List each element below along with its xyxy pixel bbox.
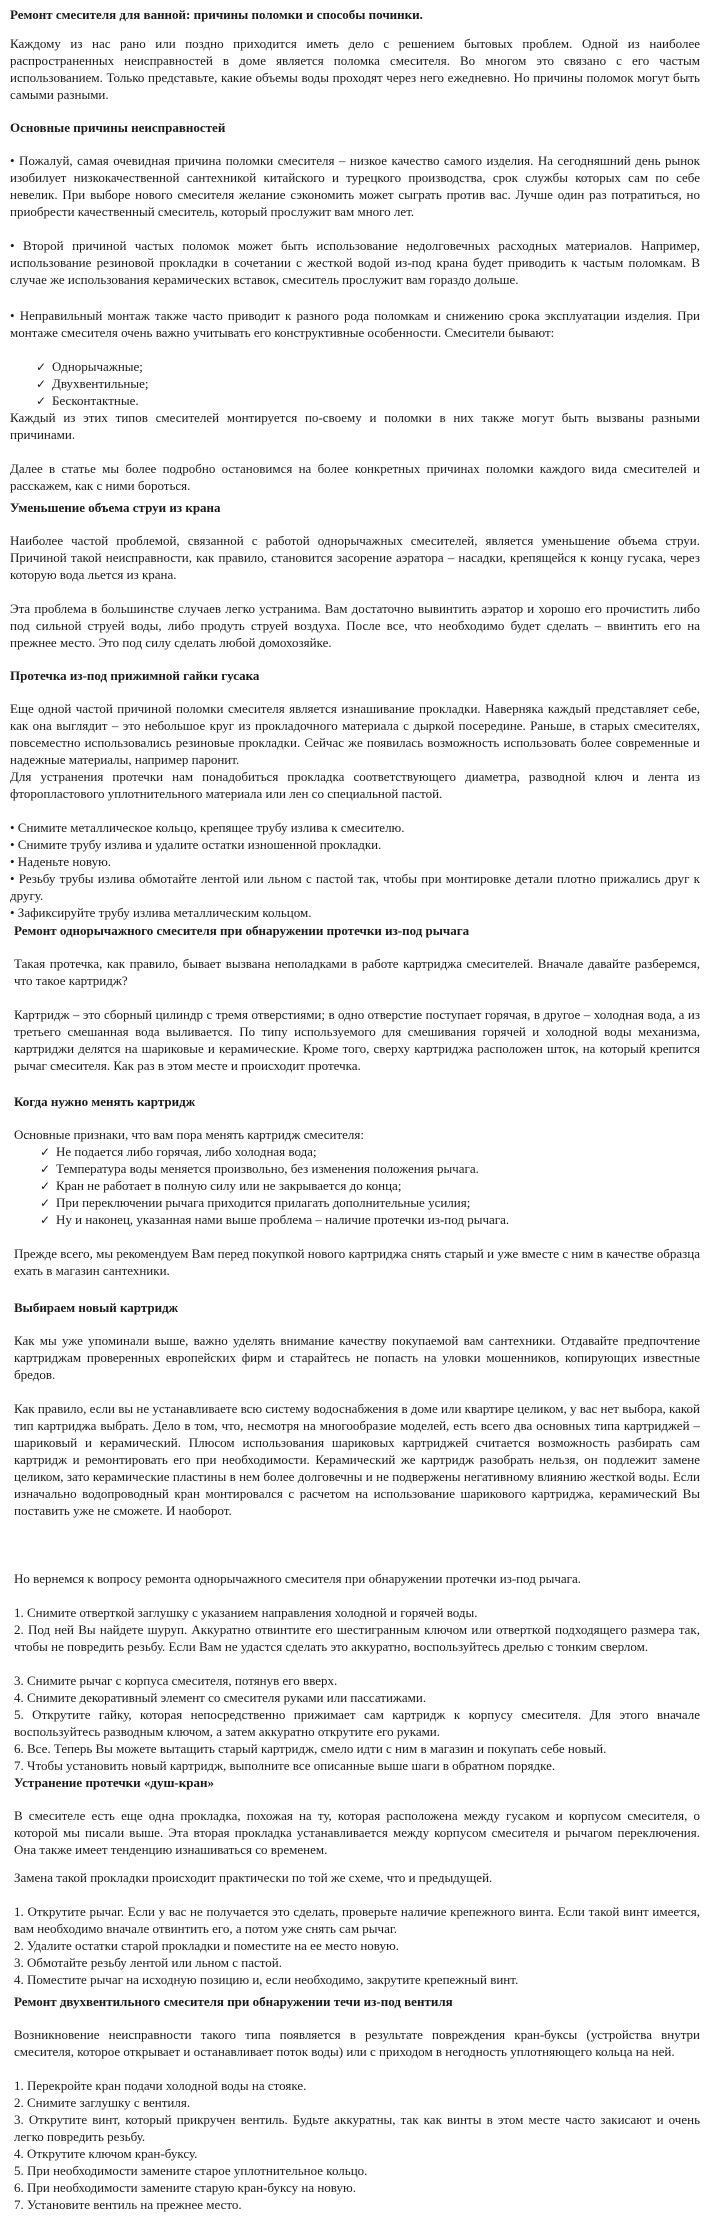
- sign-item: ✓ Температура воды меняется произвольно, без изменения положения рычага.: [40, 1161, 479, 1176]
- causes-paragraph-3: • Неправильный монтаж также часто приводит к разного рода поломкам и снижению срока эксплуатации изделия. При монтаже смесителя очень важно учитывать его конструктивные особенности. Смесители бывают:: [10, 308, 700, 340]
- shower-tap-paragraph-1: В смесителе есть еще одна прокладка, похожая на ту, которая расположена между гусаком и корпусом смесителя, о которой мы писали выше. Эта вторая прокладка устанавливается между корпусом смесителя и рычагом переключения. Она также имеет тенденцию изнашиваться со временем.: [14, 1808, 700, 1857]
- list-item: • Снимите металлическое кольцо, крепящее трубу излива к смесителю.: [10, 820, 405, 835]
- when-replace-paragraph-2: Прежде всего, мы рекомендуем Вам перед покупкой нового картриджа снять старый и уже вместе с ним в качестве образца ехать в магазин сантехники.: [14, 1246, 700, 1278]
- step-item: 2. Под ней Вы найдете шуруп. Аккуратно отвинтите его шестигранным ключом или отверткой подходящего размера так, чтобы не повредить резьбу. Если Вам не удастся сделать это аккуратно, воспользуйтесь дрелью с тонким сверлом.: [14, 1622, 700, 1654]
- weak-flow-paragraph-2: Эта проблема в большинстве случаев легко устранима. Вам достаточно вывинтить аэратор и хорошо его прочистить либо под сильной струей воды, либо продуть струей воздуха. После все, что необходимо будет сделать – ввинтить его на прежнее место. Это под силу сделать любой домохозяйке.: [10, 601, 700, 650]
- check-icon: ✓: [40, 1179, 51, 1193]
- step-item: 6. Все. Теперь Вы можете вытащить старый картридж, смело идти с ним в магазин и покупать себе новый.: [14, 1741, 607, 1756]
- step-item: 4. Поместите рычаг на исходную позицию и, если необходимо, закрутите крепежный винт.: [14, 1972, 519, 1987]
- section-heading-when-replace: Когда нужно менять картридж: [14, 1094, 196, 1109]
- article-title: Ремонт смесителя для ванной: причины поломки и способы починки.: [10, 7, 423, 22]
- section-heading-shower-tap-leak: Устранение протечки «душ-кран»: [14, 1775, 214, 1790]
- sign-item: ✓ Кран не работает в полную силу или не закрывается до конца;: [40, 1178, 402, 1193]
- step-item: 3. Открутите винт, который прикручен вентиль. Будьте аккуратны, так как винты в этом месте часто закисают и очень легко повредить резьбу.: [14, 2112, 700, 2144]
- step-item: 2. Удалите остатки старой прокладки и поместите на ее место новую.: [14, 1938, 399, 1953]
- lever-leak-paragraph-2: Картридж – это сборный цилиндр с тремя отверстиями; в одно отверстие поступает горячая, в другое – холодная вода, а из третьего смешанная вода выливается. По типу используемого для смешивания горячей и холодной воды механизма, картриджи делятся на шариковые и керамические. Кроме того, сверху картриджа расположен шток, на который крепится рычаг смесителя. Как раз в этом месте и происходит протечка.: [14, 1007, 700, 1073]
- causes-paragraph-5: Далее в статье мы более подробно остановимся на более конкретных причинах поломки каждого вида смесителей и расскажем, как с ними бороться.: [10, 461, 700, 493]
- step-item: 5. Открутите гайку, которая непосредственно прижимает сам картридж к корпусу смесителя. Для этого вначале воспользуйтесь разводным ключом, а затем аккуратно открутите его руками.: [14, 1707, 700, 1739]
- mixer-type-item: ✓ Двухвентильные;: [36, 376, 149, 391]
- step-item: 7. Чтобы установить новый картридж, выполните все описанные выше шаги в обратном порядке.: [14, 1758, 556, 1773]
- section-heading-causes: Основные причины неисправностей: [10, 120, 226, 135]
- lever-leak-paragraph-1: Такая протечка, как правило, бывает вызвана неполадками в работе картриджа смесителей. Вначале давайте разберемся, что такое картридж?: [14, 956, 700, 988]
- mixer-type-item: ✓ Однорычажные;: [36, 359, 143, 374]
- check-icon: ✓: [36, 394, 47, 408]
- intro-paragraph: Каждому из нас рано или поздно приходится иметь дело с решением бытовых проблем. Одной из наиболее распространенных неисправностей в доме является поломка смесителя. Во многом это связано с его частым использованием. Только представьте, какие объемы воды проходят через него ежедневно. Но причины поломок могут быть самыми разными.: [10, 36, 700, 102]
- sign-item: ✓ Не подается либо горячая, либо холодная вода;: [40, 1144, 317, 1159]
- check-icon: ✓: [40, 1196, 51, 1210]
- section-heading-nut-leak: Протечка из-под прижимной гайки гусака: [10, 668, 260, 683]
- check-icon: ✓: [36, 377, 47, 391]
- step-item: 2. Снимите заглушку с вентиля.: [14, 2095, 191, 2110]
- two-valve-paragraph-1: Возникновение неисправности такого типа появляется в результате повреждения кран-буксы (устройства внутри смесителя, которое открывает и останавливает поток воды) или с приходом в негодность уплотняющего кольца на ней.: [14, 2027, 700, 2059]
- weak-flow-paragraph-1: Наиболее частой проблемой, связанной с работой однорычажных смесителей, является уменьшение объема струи. Причиной такой неисправности, как правило, становится засорение аэратора – насадки, крепящейся к концу гусака, через которую вода льется из крана.: [10, 533, 700, 582]
- choose-cartridge-paragraph-2: Как правило, если вы не устанавливаете всю систему водоснабжения в доме или квартире целиком, у вас нет выбора, какой тип картриджа выбрать. Дело в том, что, несмотря на многообразие моделей, есть всего два основных типа картриджей – шариковый и керамический. Плюсом использования шариковых картриджей считается возможность разбирать сам картридж и ремонтировать его при необходимости. Керамический же картридж разобрать нельзя, он подлежит замене целиком, зато керамические пластины в нем более долговечны и не подвержены негативному влиянию жесткой воды. Если изначально водопроводный кран монтировался с расчетом на использование шарикового картриджа, керамический Вы поставить уже не сможете. И наоборот.: [14, 1401, 700, 1518]
- step-item: 3. Обмотайте резьбу лентой или льном с пастой.: [14, 1955, 282, 1970]
- section-heading-two-valve-leak: Ремонт двухвентильного смесителя при обнаружении течи из-под вентиля: [14, 1994, 453, 2009]
- mixer-type-item: ✓ Бесконтактные.: [36, 393, 139, 408]
- choose-cartridge-paragraph-3: Но вернемся к вопросу ремонта однорычажного смесителя при обнаружении протечки из-под рычага.: [14, 1571, 582, 1586]
- step-item: 3. Снимите рычаг с корпуса смесителя, потянув его вверх.: [14, 1673, 338, 1688]
- check-icon: ✓: [40, 1145, 51, 1159]
- section-heading-choose-cartridge: Выбираем новый картридж: [14, 1300, 179, 1315]
- list-item: • Резьбу трубы излива обмотайте лентой или льном с пастой так, чтобы при монтировке детали плотно прижались друг к другу.: [10, 871, 700, 903]
- causes-paragraph-4: Каждый из этих типов смесителей монтируется по-своему и поломки в них также могут быть вызваны разными причинами.: [10, 410, 700, 442]
- sign-item: ✓ Ну и наконец, указанная нами выше проблема – наличие протечки из-под рычага.: [40, 1212, 510, 1227]
- step-item: 4. Открутите ключом кран-буксу.: [14, 2146, 198, 2161]
- check-icon: ✓: [40, 1162, 51, 1176]
- check-icon: ✓: [36, 360, 47, 374]
- check-icon: ✓: [40, 1213, 51, 1227]
- step-item: 4. Снимите декоративный элемент со смесителя руками или пассатижами.: [14, 1690, 427, 1705]
- sign-item: ✓ При переключении рычага приходится прилагать дополнительные усилия;: [40, 1195, 471, 1210]
- step-item: 5. При необходимости замените старое уплотнительное кольцо.: [14, 2163, 368, 2178]
- list-item: • Наденьте новую.: [10, 854, 112, 869]
- step-item: 1. Снимите отверткой заглушку с указанием направления холодной и горячей воды.: [14, 1605, 478, 1620]
- list-item: • Зафиксируйте трубу излива металлическим кольцом.: [10, 905, 312, 920]
- list-item: • Снимите трубу излива и удалите остатки изношенной прокладки.: [10, 837, 382, 852]
- step-item: 6. При необходимости замените старую кран-буксу на новую.: [14, 2180, 356, 2195]
- causes-paragraph-1: • Пожалуй, самая очевидная причина поломки смесителя – низкое качество самого изделия. На сегодняшний день рынок изобилует низкокачественной сантехникой китайского и турецкого производства, срок службы которых сам по себе невелик. При выборе нового смесителя желание сэкономить может сыграть против вас. Лучше один раз потратиться, но приобрести качественный смеситель, который прослужит вам много лет.: [10, 153, 700, 219]
- step-item: 1. Открутите рычаг. Если у вас не получается это сделать, проверьте наличие крепежного винта. Если такой винт имеется, вам необходимо вначале отвинтить его, а потом уже снять сам рычаг.: [14, 1904, 700, 1936]
- section-heading-weak-flow: Уменьшение объема струи из крана: [10, 500, 221, 515]
- shower-tap-paragraph-2: Замена такой прокладки происходит практически по той же схеме, что и предыдущей.: [14, 1870, 493, 1885]
- nut-leak-paragraph-1: Еще одной частой причиной поломки смесителя является изнашивание прокладки. Наверняка каждый представляет себе, как она выглядит – это небольшое круг из прокладочного материала с дыркой посередине. Раньше, в старых смесителях, повсеместно использовались резиновые прокладки. Сейчас же появилась возможность использовать более современные и надежные материалы, например паронит.: [10, 701, 700, 767]
- step-item: 7. Установите вентиль на прежнее место.: [14, 2197, 242, 2212]
- nut-leak-paragraph-2: Для устранения протечки нам понадобиться прокладка соответствующего диаметра, разводной ключ и лента из фторопластового уплотнительного материала или лен со специальной пастой.: [10, 769, 700, 801]
- when-replace-intro: Основные признаки, что вам пора менять картридж смесителя:: [14, 1127, 365, 1142]
- causes-paragraph-2: • Второй причиной частых поломок может быть использование недолговечных расходных материалов. Например, использование резиновой прокладки в сочетании с жесткой водой из-под крана будет приводить к частым поломкам. В случае же использования керамических вставок, смеситель прослужит вам гораздо дольше.: [10, 238, 700, 287]
- section-heading-lever-leak: Ремонт однорычажного смесителя при обнаружении протечки из-под рычага: [14, 923, 470, 938]
- choose-cartridge-paragraph-1: Как мы уже упоминали выше, важно уделять внимание качеству покупаемой вам сантехники. Отдавайте предпочтение картриджам проверенных европейских фирм и старайтесь не попасть на уловки мошенников, копирующих известные бредов.: [14, 1333, 700, 1382]
- step-item: 1. Перекройте кран подачи холодной воды на стояке.: [14, 2078, 307, 2093]
